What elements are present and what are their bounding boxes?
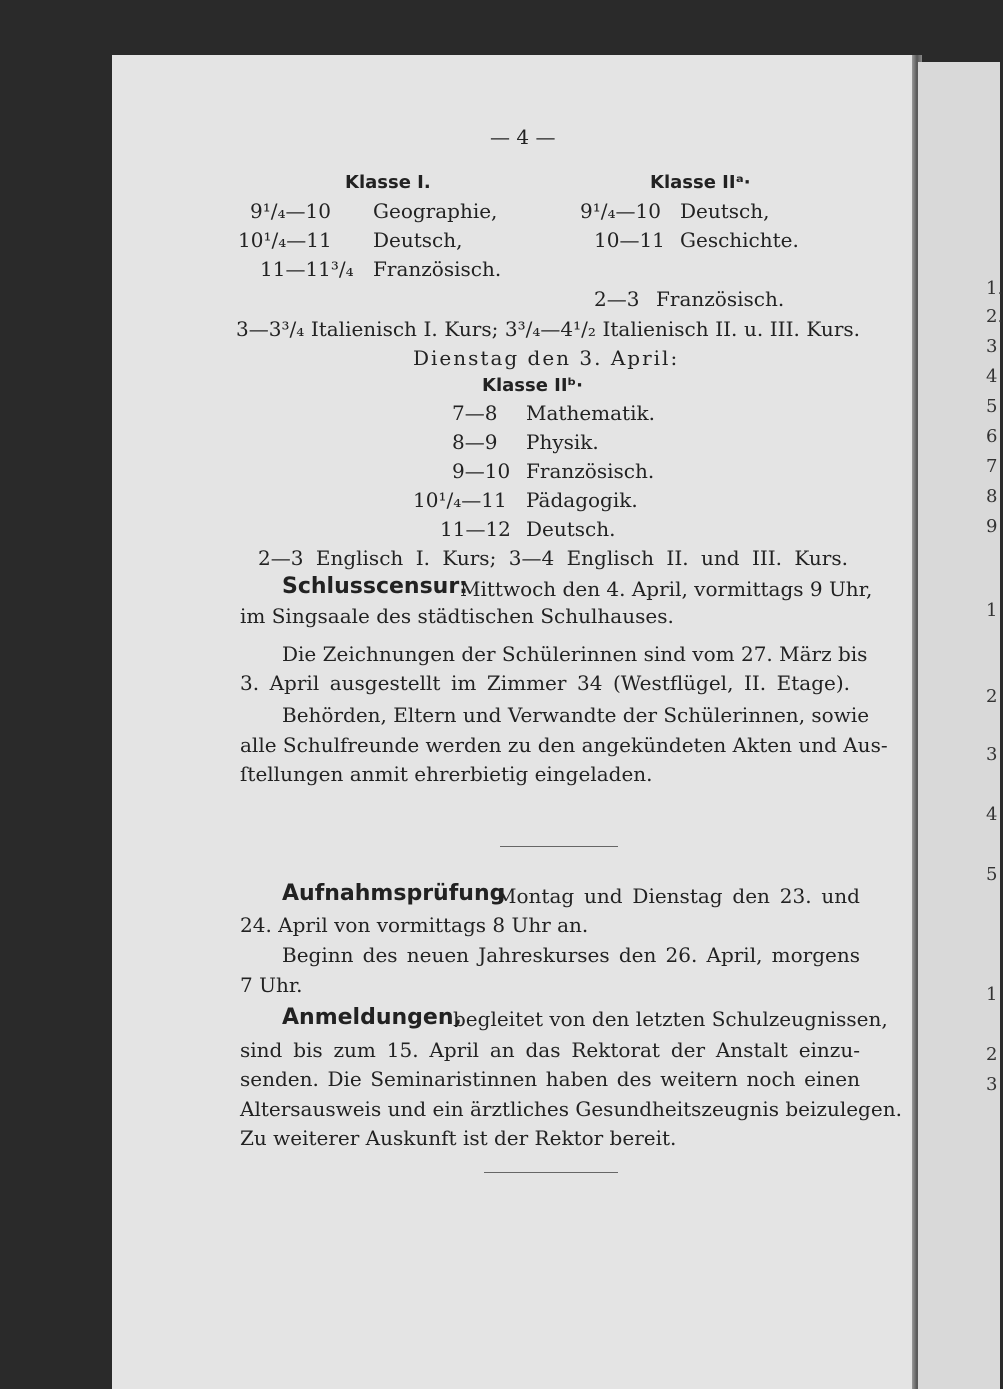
klasse-iib-subject-4: Pädagogik.: [526, 488, 638, 512]
klasse-iia-heading: Klasse IIᵃ·: [650, 172, 751, 193]
klasse-iib-subject-3: Französisch.: [526, 459, 655, 483]
klasse-i-time-1: 9¹/₄—10: [250, 199, 331, 223]
adjacent-page: [918, 62, 1000, 1389]
margin-number: 1: [986, 984, 998, 1005]
margin-number: 8: [986, 486, 998, 507]
klasse-iia-time-3: 2—3: [594, 287, 640, 311]
klasse-iib-time-4: 10¹/₄—11: [413, 488, 507, 512]
behoerden-line1: Behörden, Eltern und Verwandte der Schülerinnen, sowie: [282, 703, 870, 727]
schlusscensur-line1: Mittwoch den 4. April, vormittags 9 Uhr,: [460, 577, 873, 601]
klasse-iia-subject-3: Französisch.: [656, 287, 785, 311]
margin-number: 3: [986, 336, 998, 357]
margin-number: 3: [986, 1074, 998, 1095]
zeichnungen-line2: 3. April ausgestellt im Zimmer 34 (Westflügel, II. Etage).: [240, 671, 850, 695]
bottom-divider: [484, 1172, 618, 1173]
anmeldungen-line3: senden. Die Seminaristinnen haben des weitern noch einen: [240, 1067, 860, 1091]
aufnahme-label: Aufnahmsprüfung: [282, 881, 506, 906]
klasse-iia-time-2: 10—11: [594, 228, 665, 252]
schlusscensur-label: Schlusscensur:: [282, 574, 468, 599]
margin-number: 1.: [986, 278, 1003, 299]
margin-number: 9: [986, 516, 998, 537]
margin-number: 2.: [986, 306, 1003, 327]
klasse-i-time-2: 10¹/₄—11: [238, 228, 332, 252]
klasse-iib-heading: Klasse IIᵇ·: [482, 375, 584, 396]
klasse-iib-time-2: 8—9: [452, 430, 498, 454]
section-divider: [500, 846, 618, 847]
margin-number: 5: [986, 396, 998, 417]
klasse-i-subject-1: Geographie,: [373, 199, 498, 223]
klasse-iib-time-3: 9—10: [452, 459, 511, 483]
anmeldungen-label: Anmeldungen,: [282, 1005, 462, 1030]
klasse-i-subject-3: Französisch.: [373, 257, 502, 281]
anmeldungen-line5: Zu weiterer Auskunft ist der Rektor bereit.: [240, 1126, 677, 1150]
aufnahme-line1: Montag und Dienstag den 23. und: [496, 884, 860, 908]
klasse-iib-subject-5: Deutsch.: [526, 517, 616, 541]
klasse-i-heading: Klasse I.: [345, 172, 431, 193]
margin-number: 3: [986, 744, 998, 765]
margin-number: 5: [986, 864, 998, 885]
klasse-iia-subject-1: Deutsch,: [680, 199, 770, 223]
margin-number: 1: [986, 600, 998, 621]
klasse-iib-subject-1: Mathematik.: [526, 401, 655, 425]
klasse-iib-time-1: 7—8: [452, 401, 498, 425]
anmeldungen-line2: sind bis zum 15. April an das Rektorat der Anstalt einzu-: [240, 1038, 860, 1062]
margin-number: 2: [986, 686, 998, 707]
italian-courses: 3—3³/₄ Italienisch I. Kurs; 3³/₄—4¹/₂ Italienisch II. u. III. Kurs.: [236, 317, 860, 341]
margin-number: 7: [986, 456, 998, 477]
anmeldungen-line4: Altersausweis und ein ärztliches Gesundheitszeugnis beizulegen.: [240, 1097, 902, 1121]
dienstag-heading: Dienstag den 3. April:: [413, 346, 680, 370]
behoerden-line3: ſtellungen anmit ehrerbietig eingeladen.: [240, 762, 653, 786]
anmeldungen-line1: begleitet von den letzten Schulzeugnissen,: [453, 1007, 888, 1031]
klasse-i-subject-2: Deutsch,: [373, 228, 463, 252]
beginn-line1: Beginn des neuen Jahreskurses den 26. April, morgens: [282, 943, 860, 967]
margin-number: 6: [986, 426, 998, 447]
margin-number: 4: [986, 804, 998, 825]
aufnahme-line2: 24. April von vormittags 8 Uhr an.: [240, 913, 589, 937]
margin-number: 2: [986, 1044, 998, 1065]
margin-number: 4: [986, 366, 998, 387]
beginn-line2: 7 Uhr.: [240, 973, 303, 997]
klasse-iib-time-5: 11—12: [440, 517, 511, 541]
page-number: — 4 —: [490, 125, 556, 149]
behoerden-line2: alle Schulfreunde werden zu den angekündeten Akten und Aus-: [240, 733, 888, 757]
english-courses: 2—3 Englisch I. Kurs; 3—4 Englisch II. und III. Kurs.: [258, 546, 848, 570]
schlusscensur-line2: im Singsaale des städtischen Schulhauses.: [240, 604, 674, 628]
klasse-iia-subject-2: Geschichte.: [680, 228, 799, 252]
klasse-iia-time-1: 9¹/₄—10: [580, 199, 661, 223]
klasse-iib-subject-2: Physik.: [526, 430, 599, 454]
klasse-i-time-3: 11—11³/₄: [260, 257, 354, 281]
zeichnungen-line1: Die Zeichnungen der Schülerinnen sind vom 27. März bis: [282, 642, 868, 666]
